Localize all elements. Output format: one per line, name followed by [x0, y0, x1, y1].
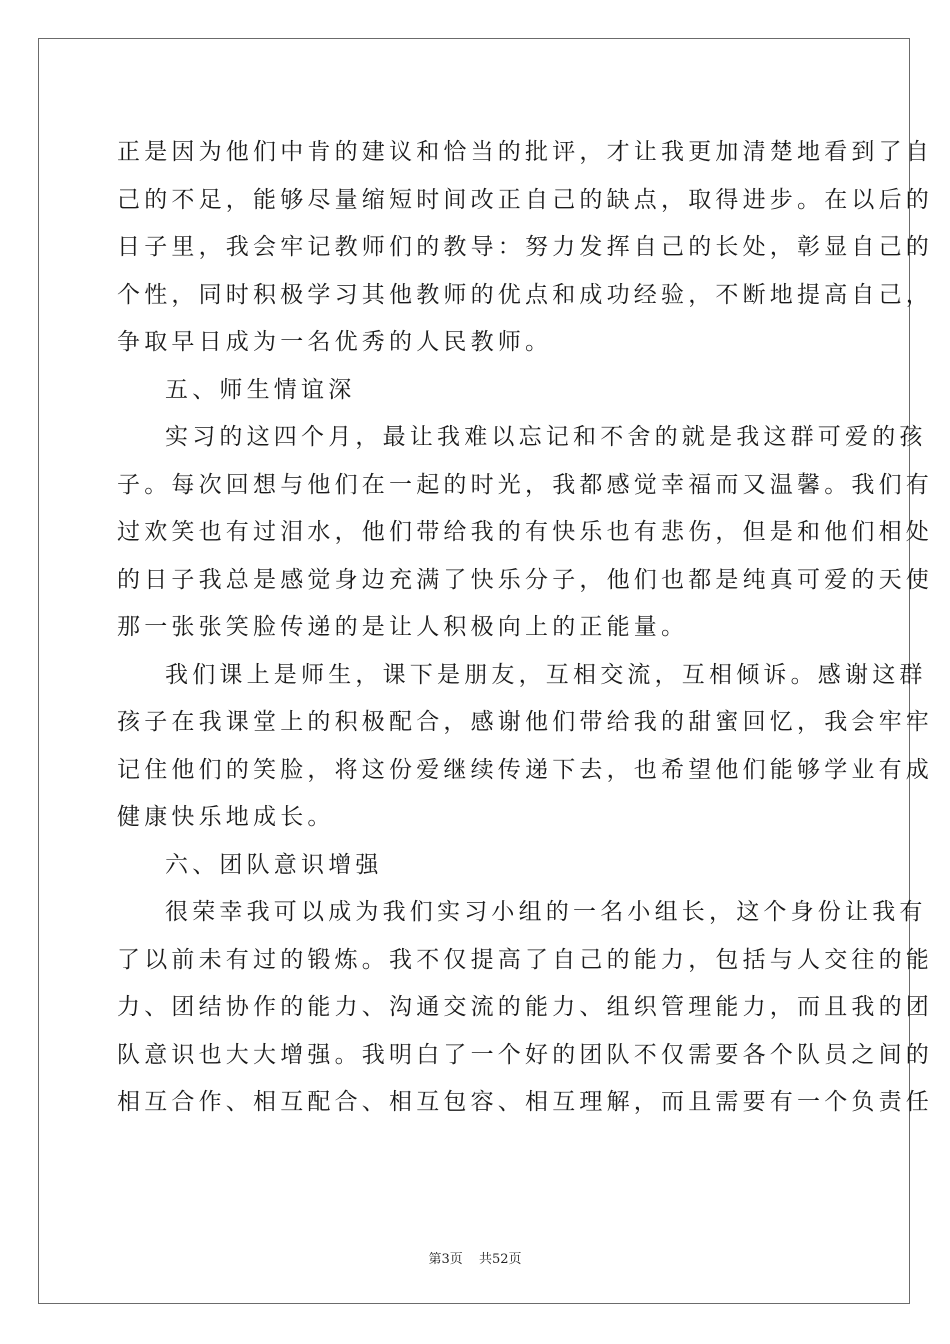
- text-line-14: 记住他们的笑脸，将这份爱继续传递下去，也希望他们能够学业有成: [117, 756, 933, 783]
- page-number: 第3页: [428, 1252, 463, 1267]
- text-line-12: 我们课上是师生，课下是朋友，互相交流，互相倾诉。感谢这群: [165, 661, 927, 688]
- page-total: 共52页: [478, 1252, 522, 1267]
- text-line-15: 健康快乐地成长。: [117, 804, 335, 830]
- text-line-7: 实习的这四个月，最让我难以忘记和不舍的就是我这群可爱的孩: [165, 424, 927, 450]
- text-line-5: 争取早日成为一名优秀的人民教师。: [117, 329, 553, 355]
- page-footer: [0, 1248, 950, 1267]
- text-line-17: 很荣幸我可以成为我们实习小组的一名小组长，这个身份让我有: [165, 899, 927, 925]
- text-line-3: 日子里，我会牢记教师们的教导：努力发挥自己的长处，彰显自己的: [117, 234, 933, 260]
- section-heading-5: 五、师生情谊深: [165, 376, 356, 403]
- text-line-4: 个性，同时积极学习其他教师的优点和成功经验，不断地提高自己，: [117, 281, 933, 308]
- document-body: [117, 129, 933, 1127]
- section-heading-6: 六、团队意识增强: [165, 851, 383, 878]
- text-line-8: 子。每次回想与他们在一起的时光，我都感觉幸福而又温馨。我们有: [117, 471, 933, 498]
- text-line-20: 队意识也大大增强。我明白了一个好的团队不仅需要各个队员之间的: [117, 1041, 933, 1068]
- text-line-9: 过欢笑也有过泪水，他们带给我的有快乐也有悲伤，但是和他们相处: [117, 519, 933, 545]
- text-line-1: 正是因为他们中肯的建议和恰当的批评，才让我更加清楚地看到了自: [117, 139, 933, 165]
- text-line-18: 了以前未有过的锻炼。我不仅提高了自己的能力，包括与人交往的能: [117, 946, 933, 973]
- text-line-10: 的日子我总是感觉身边充满了快乐分子，他们也都是纯真可爱的天使: [117, 566, 933, 593]
- text-line-19: 力、团结协作的能力、沟通交流的能力、组织管理能力，而且我的团: [117, 994, 933, 1020]
- text-line-2: 己的不足，能够尽量缩短时间改正自己的缺点，取得进步。在以后的: [117, 186, 933, 213]
- text-line-21: 相互合作、相互配合、相互包容、相互理解，而且需要有一个负责任: [117, 1089, 933, 1115]
- text-line-11: 那一张张笑脸传递的是让人积极向上的正能量。: [117, 614, 689, 640]
- text-line-13: 孩子在我课堂上的积极配合，感谢他们带给我的甜蜜回忆，我会牢牢: [117, 709, 933, 735]
